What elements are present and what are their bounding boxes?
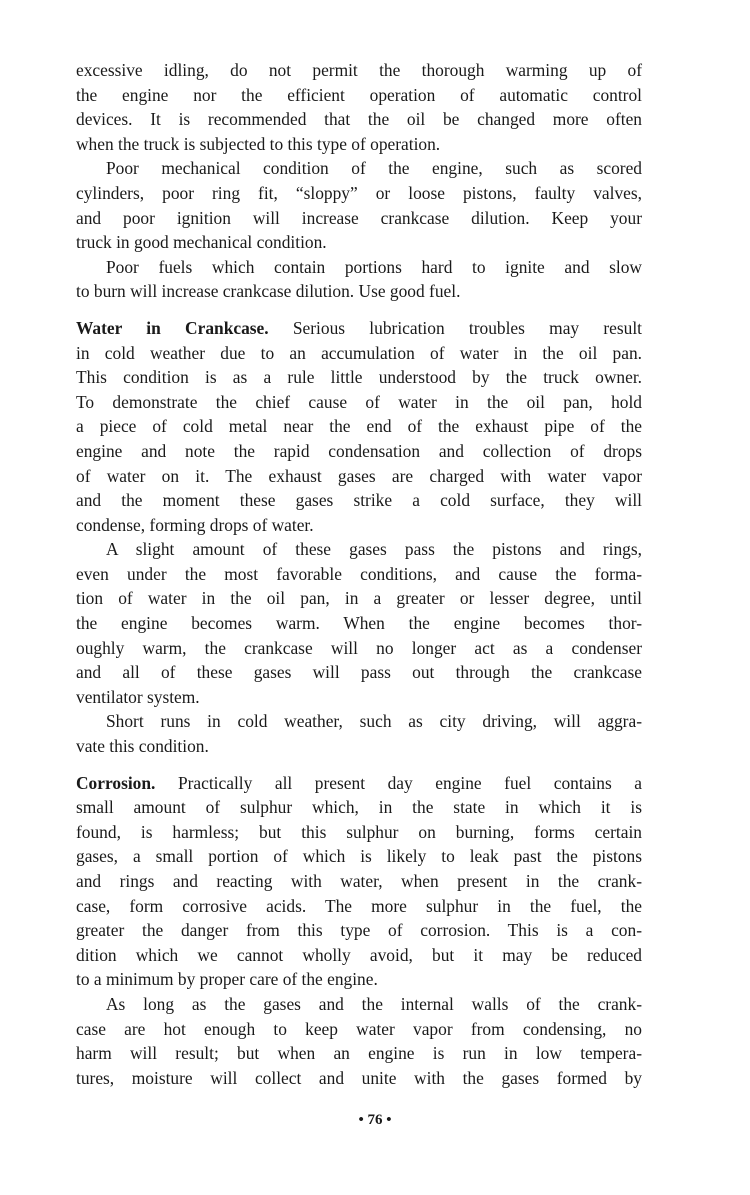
text-line: oughly warm, the crankcase will no longer act as a condenser xyxy=(76,637,642,658)
text-line: a piece of cold metal near the end of the exhaust pipe of the xyxy=(76,416,642,437)
text-run: Practically all present day engine fuel contains a xyxy=(155,772,642,793)
text-line: to burn will increase crankcase dilution. Use good fuel. xyxy=(76,281,461,302)
text-line: gases, a small portion of which is likely to leak past the pistons xyxy=(76,846,642,867)
text-line: to a minimum by proper care of the engine. xyxy=(76,969,378,990)
text-line: and all of these gases will pass out through the crankcase xyxy=(76,662,642,683)
paragraph-as-long-as xyxy=(76,992,642,1090)
text-line: A slight amount of these gases pass the pistons and rings, xyxy=(106,539,642,560)
text-line: greater the danger from this type of corrosion. This is a con- xyxy=(76,920,642,941)
text-line: harm will result; but when an engine is run in low tempera- xyxy=(76,1043,642,1064)
text-line: the engine nor the efficient operation of automatic control xyxy=(76,84,642,105)
page-number: • 76 • xyxy=(358,1112,392,1128)
text-line: and rings and reacting with water, when present in the crank- xyxy=(76,871,642,891)
text-line: case are hot enough to keep water vapor from condensing, no xyxy=(76,1018,642,1039)
text-line: ventilator system. xyxy=(76,686,200,707)
text-line: and poor ignition will increase crankcase dilution. Keep your xyxy=(76,207,642,228)
paragraph-mechanical-condition xyxy=(76,156,642,254)
text-line: tion of water in the oil pan, in a greater or lesser degree, until xyxy=(76,588,642,609)
text-line: the engine becomes warm. When the engine becomes thor- xyxy=(76,613,642,634)
text-line: As long as the gases and the internal walls of the crank- xyxy=(106,993,642,1014)
text-line: truck in good mechanical condition. xyxy=(76,232,327,253)
text-line: To demonstrate the chief cause of water in the oil pan, hold xyxy=(76,391,642,412)
text-line: even under the most favorable conditions, and cause the forma- xyxy=(76,563,642,584)
text-line: condense, forming drops of water. xyxy=(76,514,314,535)
text-line: dition which we cannot wholly avoid, but it may be reduced xyxy=(76,944,642,965)
text-line: and the moment these gases strike a cold surface, they will xyxy=(76,490,642,511)
paragraph-short-runs xyxy=(76,709,642,758)
text-line: in cold weather due to an accumulation of water in the oil pan. xyxy=(76,342,642,363)
section-water-in-crankcase xyxy=(76,316,642,537)
section-heading: Corrosion. xyxy=(76,772,156,793)
text-line: cylinders, poor ring fit, “sloppy” or loose pistons, faulty valves, xyxy=(76,182,642,203)
paragraph-poor-fuels xyxy=(76,255,642,304)
text-line: of water on it. The exhaust gases are charged with water vapor xyxy=(76,465,642,486)
text-line: excessive idling, do not permit the thorough warming up of xyxy=(76,60,642,80)
text-line: when the truck is subjected to this type of operation. xyxy=(76,133,441,154)
text-line: vate this condition. xyxy=(76,736,209,757)
text-line: Poor fuels which contain portions hard to ignite and slow xyxy=(106,256,642,277)
text-run: Serious lubrication troubles may result xyxy=(268,317,642,338)
text-line: small amount of sulphur which, in the state in which it is xyxy=(76,797,642,818)
text-line: found, is harmless; but this sulphur on burning, forms certain xyxy=(76,821,642,842)
text-line: This condition is as a rule little understood by the truck owner. xyxy=(76,367,642,388)
paragraph-slight-amount xyxy=(76,537,642,709)
text-line xyxy=(76,771,642,796)
page-body xyxy=(76,58,642,1090)
section-corrosion xyxy=(76,771,642,992)
text-line: devices. It is recommended that the oil be changed more often xyxy=(76,109,642,130)
text-line: Poor mechanical condition of the engine, such as scored xyxy=(106,158,642,179)
text-line: Short runs in cold weather, such as city driving, will aggra- xyxy=(106,711,642,732)
paragraph-continuation xyxy=(76,58,642,156)
text-line: case, form corrosive acids. The more sulphur in the fuel, the xyxy=(76,895,642,916)
section-heading: Water in Crankcase. xyxy=(76,317,269,338)
text-line: tures, moisture will collect and unite with the gases formed by xyxy=(76,1067,642,1088)
text-line: engine and note the rapid condensation and collection of drops xyxy=(76,440,642,461)
section-gap xyxy=(76,304,642,316)
text-line xyxy=(76,316,642,341)
section-gap xyxy=(76,759,642,771)
